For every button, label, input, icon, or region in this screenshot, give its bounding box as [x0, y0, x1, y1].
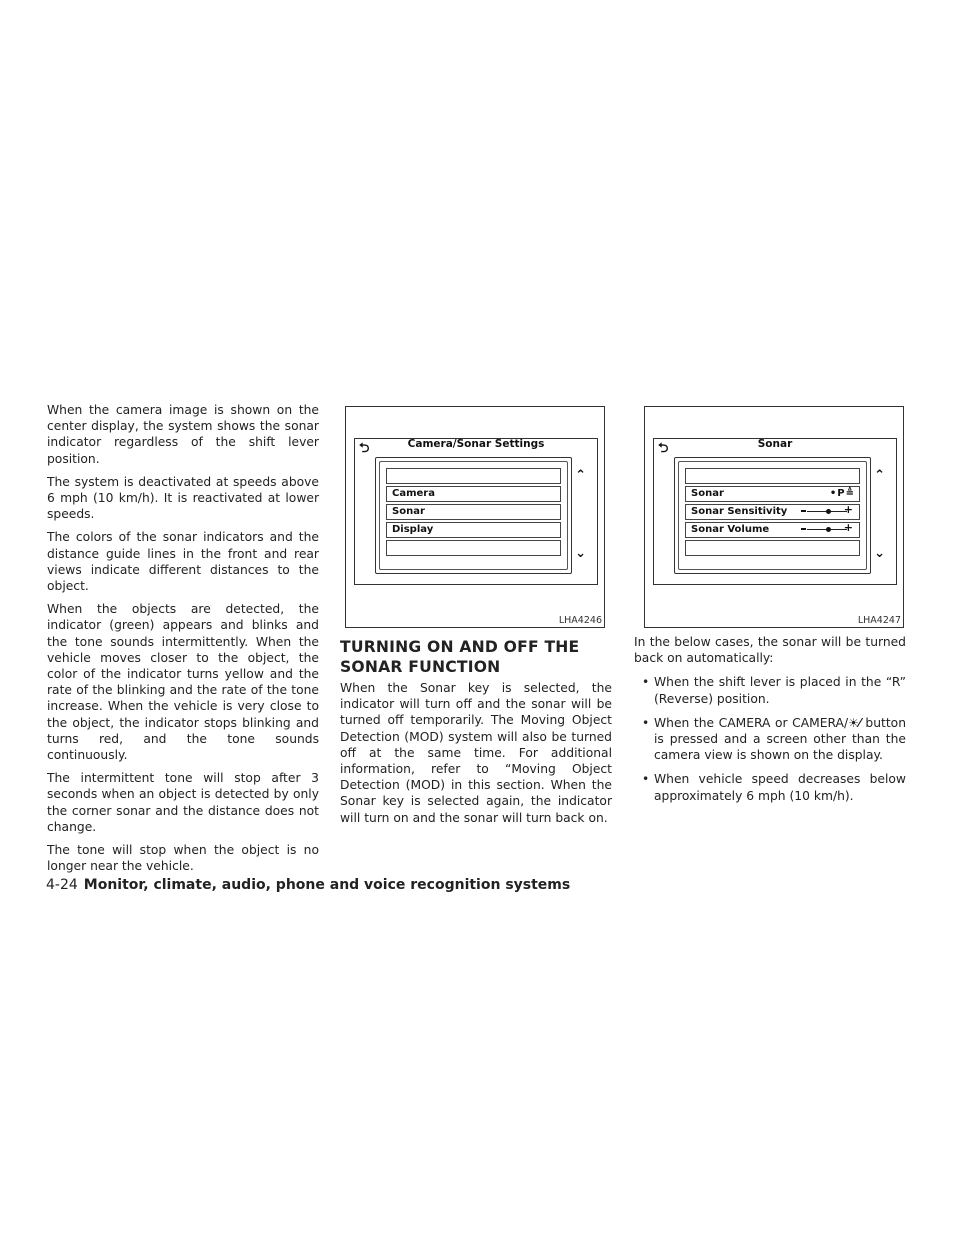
text-column-1 [47, 402, 319, 881]
figure-caption: LHA4247 [857, 615, 901, 626]
paragraph: When the camera image is shown on the center display, the system shows the sonar indicator regardless of the shift lever position. [47, 403, 319, 466]
section-heading: TURNING ON AND OFF THE SONAR FUNCTION [340, 638, 580, 676]
minus-icon [801, 510, 806, 512]
paragraph: The intermittent tone will stop after 3 seconds when an object is detected by only the corner sonar and the distance does not change. [47, 771, 319, 834]
menu-row-sonar [685, 486, 860, 502]
sonar-screen [653, 438, 897, 585]
bullet-text: When the CAMERA or CAMERA/ [654, 715, 849, 730]
chevron-down-icon: ⌄ [575, 546, 586, 561]
return-arrow-icon: ⮌ [658, 441, 669, 456]
screen-title: Camera/Sonar Settings [407, 438, 545, 450]
menu-row-display: Display [386, 522, 561, 538]
menu-row-sonar: Sonar [386, 504, 561, 520]
menu-row-empty [386, 540, 561, 556]
plus-icon: + [843, 503, 853, 516]
paragraph: The tone will stop when the object is no longer near the vehicle. [47, 843, 319, 874]
chevron-down-icon: ⌄ [874, 546, 885, 561]
menu-row-empty [386, 468, 561, 484]
row-label: Sonar Sensitivity [691, 506, 788, 517]
bullet-item: • When vehicle speed decreases below approximately 6 mph (10 km/h). [634, 771, 906, 803]
menu-row-sonar-volume [685, 522, 860, 538]
menu-list-frame [375, 457, 572, 574]
chevron-up-icon: ⌃ [874, 468, 885, 483]
slider-knob [826, 509, 831, 514]
chevron-up-icon: ⌃ [575, 468, 586, 483]
paragraph: In the below cases, the sonar will be turned back on automatically: [634, 635, 906, 666]
bullet-list [634, 674, 906, 803]
footer-title: Monitor, climate, audio, phone and voice recognition systems [83, 877, 571, 893]
page-number: 4-24 [46, 877, 78, 893]
menu-list [678, 461, 867, 570]
bullet-text: button is pressed and a screen other than the camera view is shown on the display. [654, 715, 906, 763]
menu-row-empty [685, 540, 860, 556]
text-column-3 [634, 634, 906, 812]
figure-caption: LHA4246 [558, 615, 602, 626]
figure-camera-sonar-settings [345, 406, 605, 628]
menu-row-camera: Camera [386, 486, 561, 502]
plus-icon: + [843, 521, 853, 534]
figure-sonar-settings [644, 406, 904, 628]
camera-day-night-icon: ☀⁄ [848, 715, 861, 730]
row-label: Sonar [691, 488, 724, 499]
screen-title: Sonar [757, 438, 793, 450]
menu-list [379, 461, 568, 570]
menu-row-empty [685, 468, 860, 484]
row-label: Sonar Volume [691, 524, 770, 535]
section-body: When the Sonar key is selected, the indicator will turn off and the sonar will be turned off temporarily. The Moving Object Detection (MOD) system will also be turned off at the same time. For additional information, refer to “Moving Object Detection (MOD) in this section. When the Sonar key is selected again, the indicator will turn on and the sonar will turn back on. [340, 681, 612, 825]
return-arrow-icon: ⮌ [359, 441, 370, 456]
sonar-status-icon: •P≜ [829, 488, 855, 499]
volume-slider [801, 521, 853, 535]
minus-icon [801, 528, 806, 530]
sensitivity-slider [801, 503, 853, 517]
page-footer [46, 877, 570, 893]
settings-screen [354, 438, 598, 585]
menu-list-frame [674, 457, 871, 574]
paragraph: When the objects are detected, the indicator (green) appears and blinks and the tone sounds intermittently. When the vehicle moves closer to the object, the color of the indicator turns yellow and the rate of the blinking and the rate of the tone increase. When the vehicle is very close to the object, the indicator stops blinking and turns red, and the tone sounds continuously. [47, 602, 319, 763]
paragraph: The colors of the sonar indicators and the distance guide lines in the front and rear views indicate different distances to the object. [47, 530, 319, 594]
paragraph: The system is deactivated at speeds above 6 mph (10 km/h). It is reactivated at lower speeds. [47, 474, 319, 522]
menu-row-sonar-sensitivity [685, 504, 860, 520]
bullet-item: • When the shift lever is placed in the “R” (Reverse) position. [634, 674, 906, 706]
slider-knob [826, 527, 831, 532]
bullet-item [634, 715, 906, 764]
